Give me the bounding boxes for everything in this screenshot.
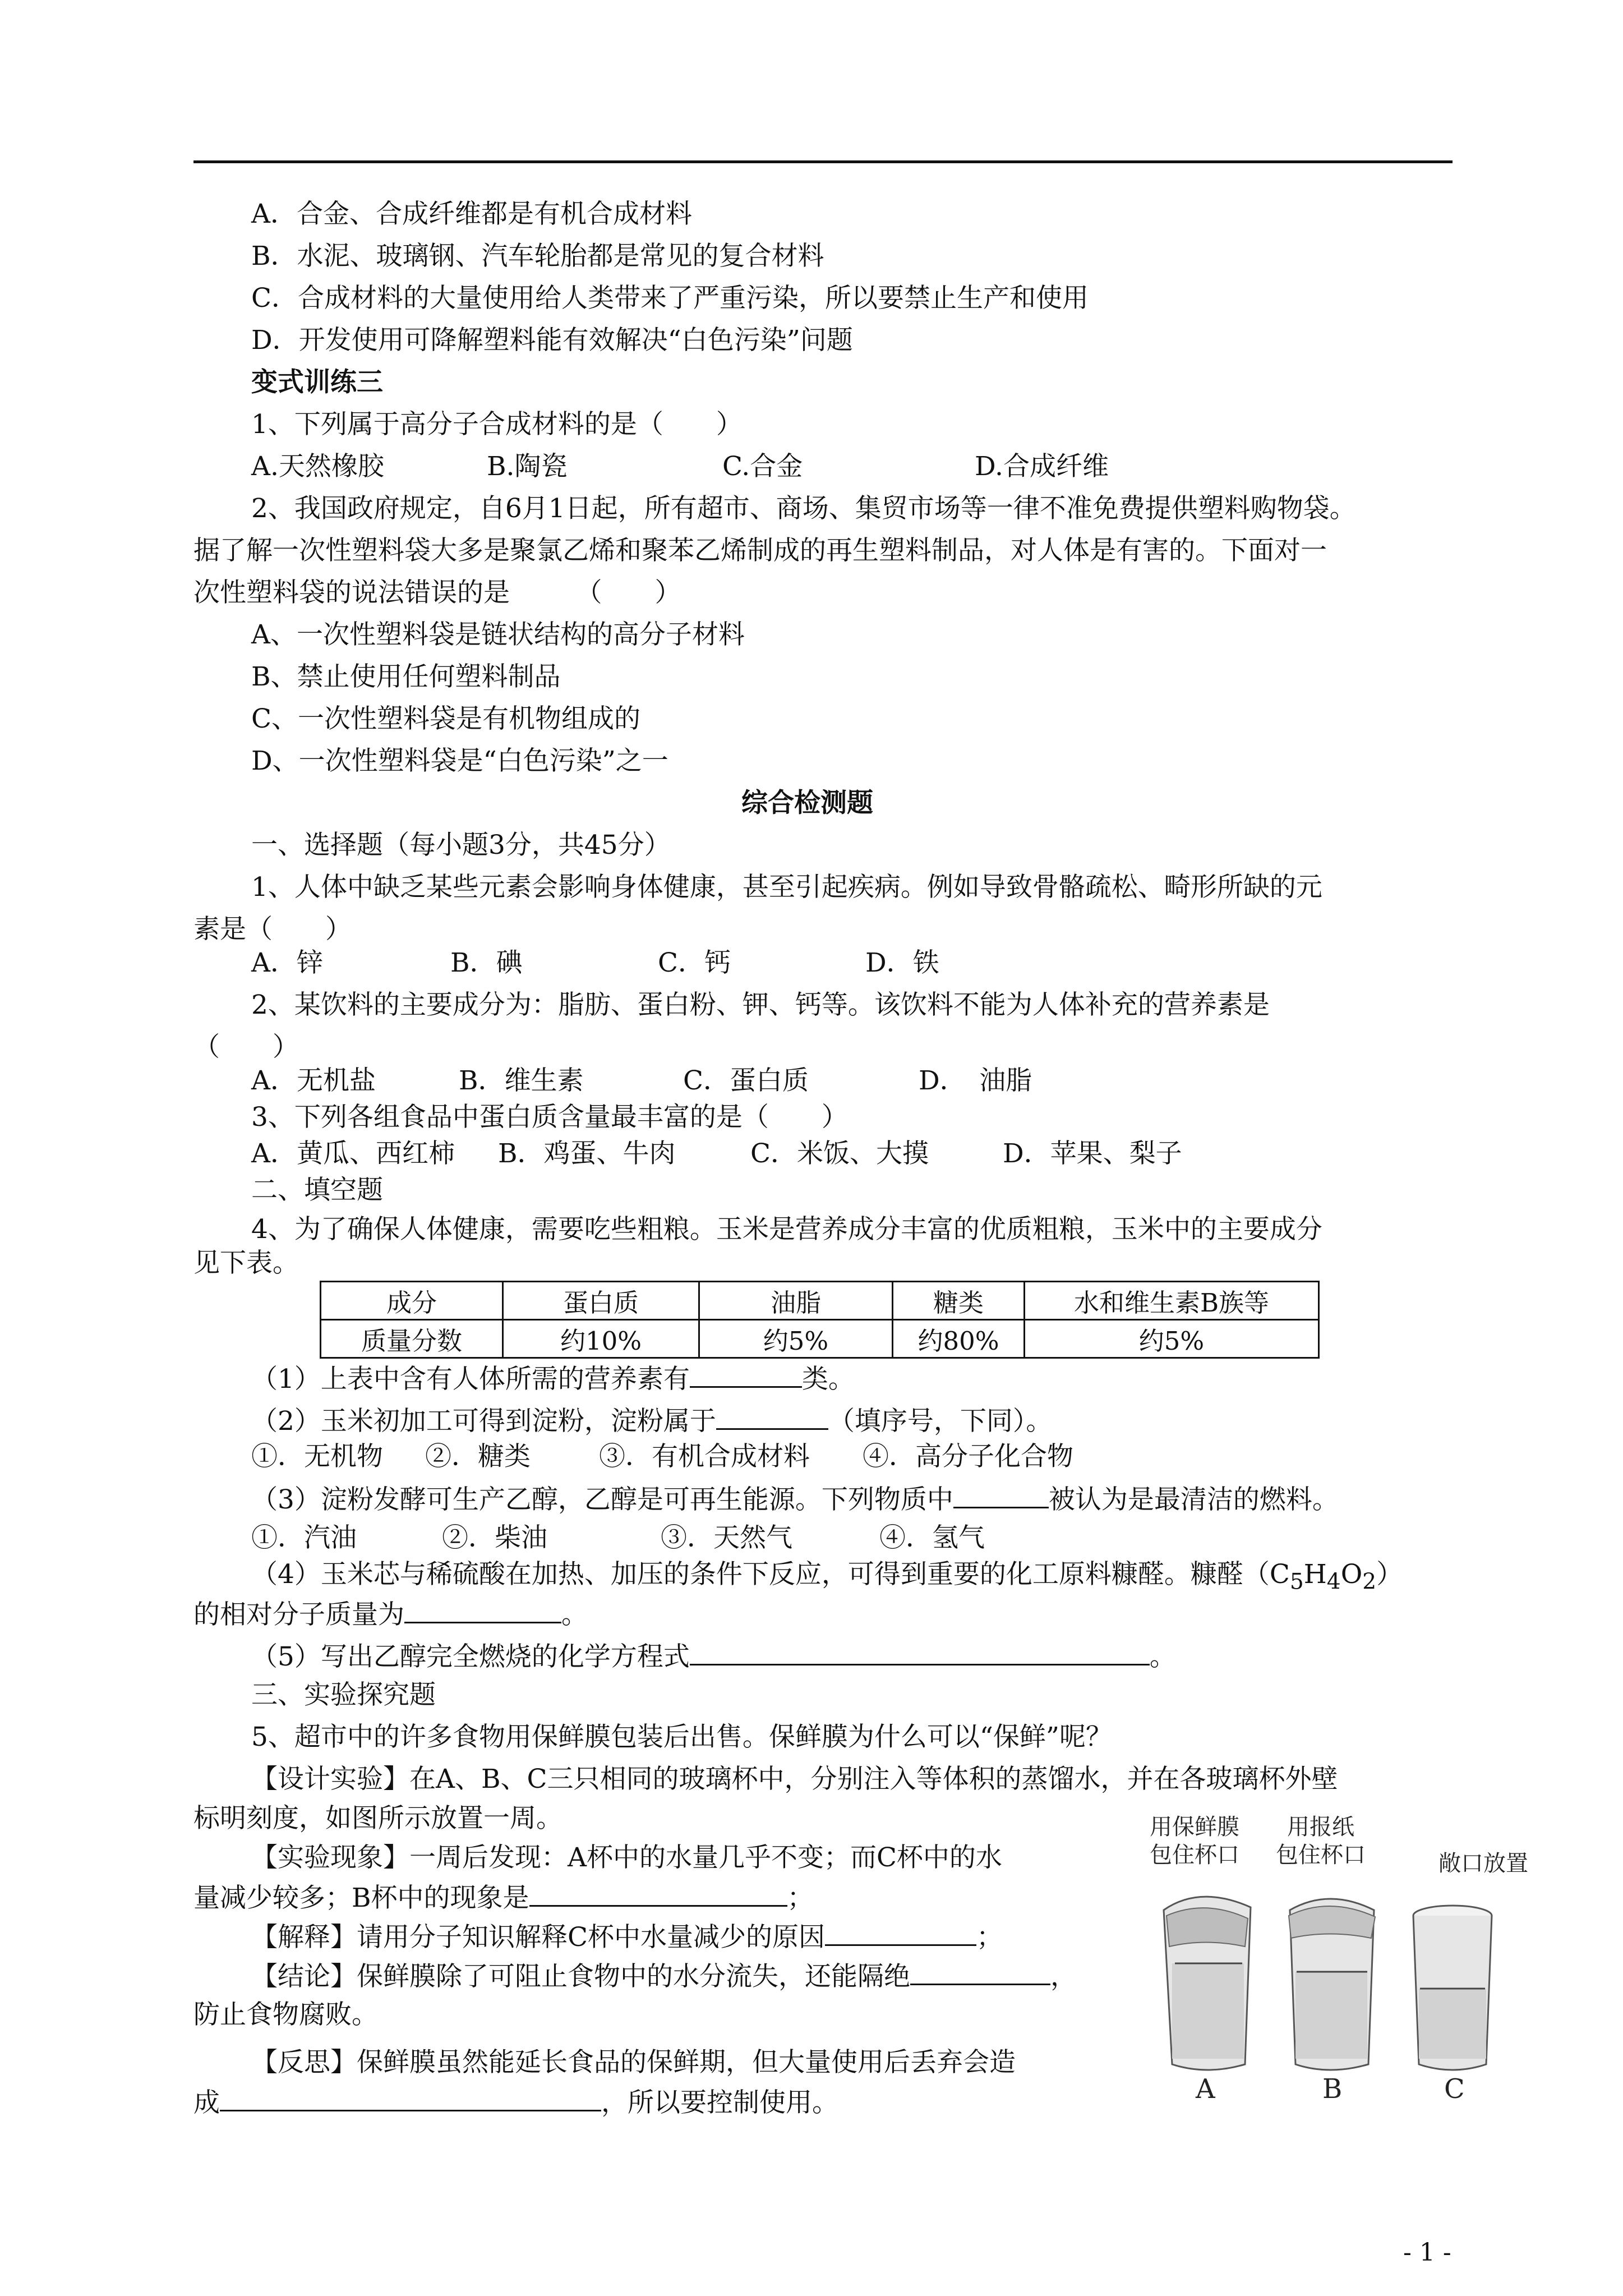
- q5-explain-suffix: ；: [976, 1922, 1003, 1953]
- q1-options: [251, 946, 939, 980]
- variant-q1-stem: 1、下列属于高分子合成材料的是（ ）: [251, 409, 743, 440]
- cup-a-letter: A: [1196, 2073, 1215, 2101]
- answer-blank[interactable]: [825, 1920, 976, 1946]
- q3-stem: 3、下列各组食品中蛋白质含量最丰富的是（ ）: [251, 1102, 848, 1133]
- q4-sub3-option-4: ④．氢气: [879, 1522, 985, 1553]
- q4-sub2-option-4: ④．高分子化合物: [863, 1441, 1073, 1472]
- q4-sub3-option-2: ②．柴油: [442, 1522, 547, 1553]
- q5-phenomenon-line2: [193, 1880, 814, 1915]
- cup-c-letter: C: [1444, 2073, 1465, 2101]
- q4-line1: 4、为了确保人体健康，需要吃些粗粮。玉米是营养成分丰富的优质粗粮，玉米中的主要成分: [251, 1214, 1322, 1245]
- q5-reflect-line1: 【反思】保鲜膜虽然能延长食品的保鲜期，但大量使用后丢弃会造: [251, 2047, 1016, 2078]
- variant-q2-line3: 次性塑料袋的说法错误的是 （ ）: [193, 577, 681, 608]
- formula-subscript: 2: [1362, 1569, 1377, 1595]
- table-header-cell: 油脂: [699, 1282, 893, 1320]
- q3-options: [251, 1137, 1182, 1171]
- q4-sub3-suffix: 被认为是最清洁的燃料。: [1048, 1484, 1339, 1515]
- answer-blank[interactable]: [716, 1404, 828, 1430]
- q4-sub2-text: （2）玉米初加工可得到淀粉，淀粉属于: [251, 1406, 716, 1437]
- q3-option-c: C．米饭、大摸: [750, 1138, 929, 1169]
- formula-subscript: 5: [1289, 1569, 1304, 1595]
- cup-b-label-line2: 包住杯口: [1276, 1842, 1366, 1868]
- q1-option-a: A．锌: [251, 947, 323, 978]
- cup-b-letter: B: [1322, 2073, 1343, 2101]
- answer-blank[interactable]: [690, 1639, 1150, 1665]
- answer-blank[interactable]: [910, 1959, 1050, 1985]
- q5-design-line1: 【设计实验】在A、B、C三只相同的玻璃杯中，分别注入等体积的蒸馏水，并在各玻璃杯外壁: [251, 1764, 1338, 1795]
- option-b: B．水泥、玻璃钢、汽车轮胎都是常见的复合材料: [251, 241, 824, 272]
- q4-sub2-options: [251, 1440, 1073, 1474]
- q5-explain: [251, 1920, 1003, 1954]
- q5-reflect-line2: [193, 2085, 838, 2120]
- table-cell: 质量分数: [321, 1320, 503, 1358]
- q1-option-d: D．铁: [865, 947, 939, 978]
- q1-line1: 1、人体中缺乏某些元素会影响身体健康，甚至引起疾病。例如导致骨骼疏松、畸形所缺的元: [251, 872, 1322, 903]
- q2-line1: 2、某饮料的主要成分为：脂肪、蛋白粉、钾、钙等。该饮料不能为人体补充的营养素是: [251, 990, 1270, 1020]
- q4-sub5-text: （5）写出乙醇完全燃烧的化学方程式: [251, 1641, 690, 1672]
- table-cell: 约5%: [1025, 1320, 1319, 1358]
- q5-reflect-text: 成: [193, 2087, 220, 2118]
- q4-sub5: [251, 1639, 1176, 1674]
- table-header-cell: 糖类: [893, 1282, 1025, 1320]
- q4-sub2-suffix: （填序号，下同）。: [828, 1406, 1053, 1437]
- q4-sub2-option-2: ②．糖类: [425, 1441, 531, 1472]
- variant-q2-option-c: C、一次性塑料袋是有机物组成的: [251, 703, 640, 734]
- section-1-heading: 一、选择题（每小题3分，共45分）: [251, 830, 671, 861]
- option-c: C．合成材料的大量使用给人类带来了严重污染，所以要禁止生产和使用: [251, 283, 1089, 314]
- section-2-heading: 二、填空题: [251, 1175, 383, 1205]
- beaker-experiment-figure: [1144, 1809, 1548, 2101]
- q5-phenomenon-suffix: ；: [787, 1883, 814, 1913]
- variant-q2-option-d: D、一次性塑料袋是“白色污染”之一: [251, 746, 668, 776]
- table-header-cell: 成分: [321, 1282, 503, 1320]
- q4-sub4-line1: [251, 1558, 1403, 1599]
- q1-option-b: B．碘: [450, 947, 523, 978]
- q4-sub4-suffix: 。: [561, 1599, 588, 1630]
- table-cell: 约10%: [503, 1320, 699, 1358]
- variant-q1-option-c: C.合金: [722, 451, 803, 482]
- answer-blank[interactable]: [529, 1880, 787, 1907]
- q2-options: [251, 1064, 1032, 1098]
- cup-a: [1164, 1897, 1251, 2070]
- option-a: A．合金、合成纤维都是有机合成材料: [251, 199, 692, 229]
- answer-blank[interactable]: [690, 1361, 802, 1388]
- composition-table: [320, 1281, 1320, 1359]
- q5-reflect-suffix: ，所以要控制使用。: [601, 2087, 838, 2118]
- q4-sub3-option-3: ③．天然气: [661, 1522, 792, 1553]
- q3-option-a: A．黄瓜、西红柿: [251, 1138, 455, 1169]
- q4-sub5-suffix: 。: [1149, 1641, 1176, 1672]
- q4-sub1: [251, 1361, 855, 1396]
- q1-line2: 素是（ ）: [193, 914, 352, 945]
- q5-conclusion-line2: 防止食物腐败。: [193, 1999, 378, 2030]
- q5-conclusion: [251, 1959, 1077, 1994]
- q4-sub2-option-1: ①．无机物: [251, 1441, 383, 1472]
- variant-q2-option-a: A、一次性塑料袋是链状结构的高分子材料: [251, 619, 745, 650]
- table-row: [321, 1320, 1319, 1358]
- q5-stem: 5、超市中的许多食物用保鲜膜包装后出售。保鲜膜为什么可以“保鲜”呢？: [251, 1722, 1112, 1752]
- q5-explain-text: 【解释】请用分子知识解释C杯中水量减少的原因: [251, 1922, 825, 1953]
- q2-option-d: D． 油脂: [919, 1065, 1032, 1096]
- cup-c: [1413, 1906, 1492, 2070]
- q4-sub4-text: （4）玉米芯与稀硫酸在加热、加压的条件下反应，可得到重要的化工原料糠醛。糠醛（C: [251, 1559, 1290, 1590]
- q4-sub2-option-3: ③．有机合成材料: [599, 1441, 810, 1472]
- q4-line2: 见下表。: [193, 1248, 299, 1278]
- q4-sub3-text: （3）淀粉发酵可生产乙醇，乙醇是可再生能源。下列物质中: [251, 1484, 953, 1515]
- section-3-heading: 三、实验探究题: [251, 1680, 436, 1710]
- formula-element: H: [1303, 1559, 1327, 1590]
- variant-heading: 变式训练三: [251, 367, 383, 398]
- formula-subscript: 4: [1326, 1569, 1341, 1595]
- q4-sub2: [251, 1404, 1052, 1438]
- answer-blank[interactable]: [953, 1482, 1049, 1508]
- table-cell: 约80%: [893, 1320, 1025, 1358]
- q4-sub3: [251, 1482, 1339, 1517]
- variant-q2-line2: 据了解一次性塑料袋大多是聚氯乙烯和聚苯乙烯制成的再生塑料制品，对人体是有害的。下面对一: [193, 535, 1327, 566]
- cup-b-label-line1: 用报纸: [1287, 1814, 1354, 1840]
- q5-phenomenon-text: 量减少较多；B杯中的现象是: [193, 1883, 529, 1913]
- q4-sub4-text: 的相对分子质量为: [193, 1599, 404, 1630]
- q2-option-b: B．维生素: [459, 1065, 584, 1096]
- test-title: 综合检测题: [741, 788, 873, 818]
- page-number: - 1 -: [1403, 2238, 1451, 2267]
- q5-conclusion-suffix: ，: [1050, 1961, 1077, 1992]
- variant-q1-options: [251, 450, 1109, 484]
- q3-option-d: D．苹果、梨子: [1003, 1138, 1182, 1169]
- formula-close: ）: [1376, 1559, 1403, 1590]
- q4-sub3-option-1: ①．汽油: [251, 1522, 357, 1553]
- q2-option-c: C．蛋白质: [683, 1065, 809, 1096]
- q2-line2: （ ）: [193, 1032, 299, 1062]
- table-header-cell: 水和维生素B族等: [1025, 1282, 1319, 1320]
- header-rule: [193, 160, 1453, 163]
- q4-sub4-line2: [193, 1597, 588, 1632]
- formula-element: O: [1340, 1559, 1363, 1590]
- q5-conclusion-text: 【结论】保鲜膜除了可阻止食物中的水分流失，还能隔绝: [251, 1961, 910, 1992]
- variant-q2-option-b: B、禁止使用任何塑料制品: [251, 661, 561, 692]
- table-header-cell: 蛋白质: [503, 1282, 699, 1320]
- variant-q2-line1: 2、我国政府规定，自6月1日起，所有超市、商场、集贸市场等一律不准免费提供塑料购物袋。: [251, 493, 1356, 524]
- option-d: D．开发使用可降解塑料能有效解决“白色污染”问题: [251, 325, 853, 356]
- q5-design-line2: 标明刻度，如图所示放置一周。: [193, 1803, 562, 1834]
- q2-option-a: A．无机盐: [251, 1065, 376, 1096]
- q4-sub3-options: [251, 1521, 985, 1555]
- cup-a-label-line1: 用保鲜膜: [1150, 1814, 1239, 1840]
- variant-q1-option-b: B.陶瓷: [487, 451, 568, 482]
- answer-blank[interactable]: [220, 2085, 601, 2111]
- variant-q1-option-a: A.天然橡胶: [251, 451, 384, 482]
- q4-sub1-text: （1）上表中含有人体所需的营养素有: [251, 1364, 690, 1395]
- cup-c-label: 敞口放置: [1438, 1851, 1528, 1876]
- cup-a-label-line2: 包住杯口: [1150, 1842, 1239, 1868]
- q1-option-c: C．钙: [658, 947, 731, 978]
- cup-b: [1289, 1899, 1375, 2070]
- table-header-row: [321, 1282, 1319, 1320]
- q5-phenomenon-line1: 【实验现象】一周后发现：A杯中的水量几乎不变；而C杯中的水: [251, 1842, 1002, 1873]
- answer-blank[interactable]: [404, 1597, 561, 1623]
- q4-sub1-suffix: 类。: [801, 1364, 855, 1395]
- q3-option-b: B．鸡蛋、牛肉: [498, 1138, 676, 1169]
- table-cell: 约5%: [699, 1320, 893, 1358]
- variant-q1-option-d: D.合成纤维: [975, 451, 1109, 482]
